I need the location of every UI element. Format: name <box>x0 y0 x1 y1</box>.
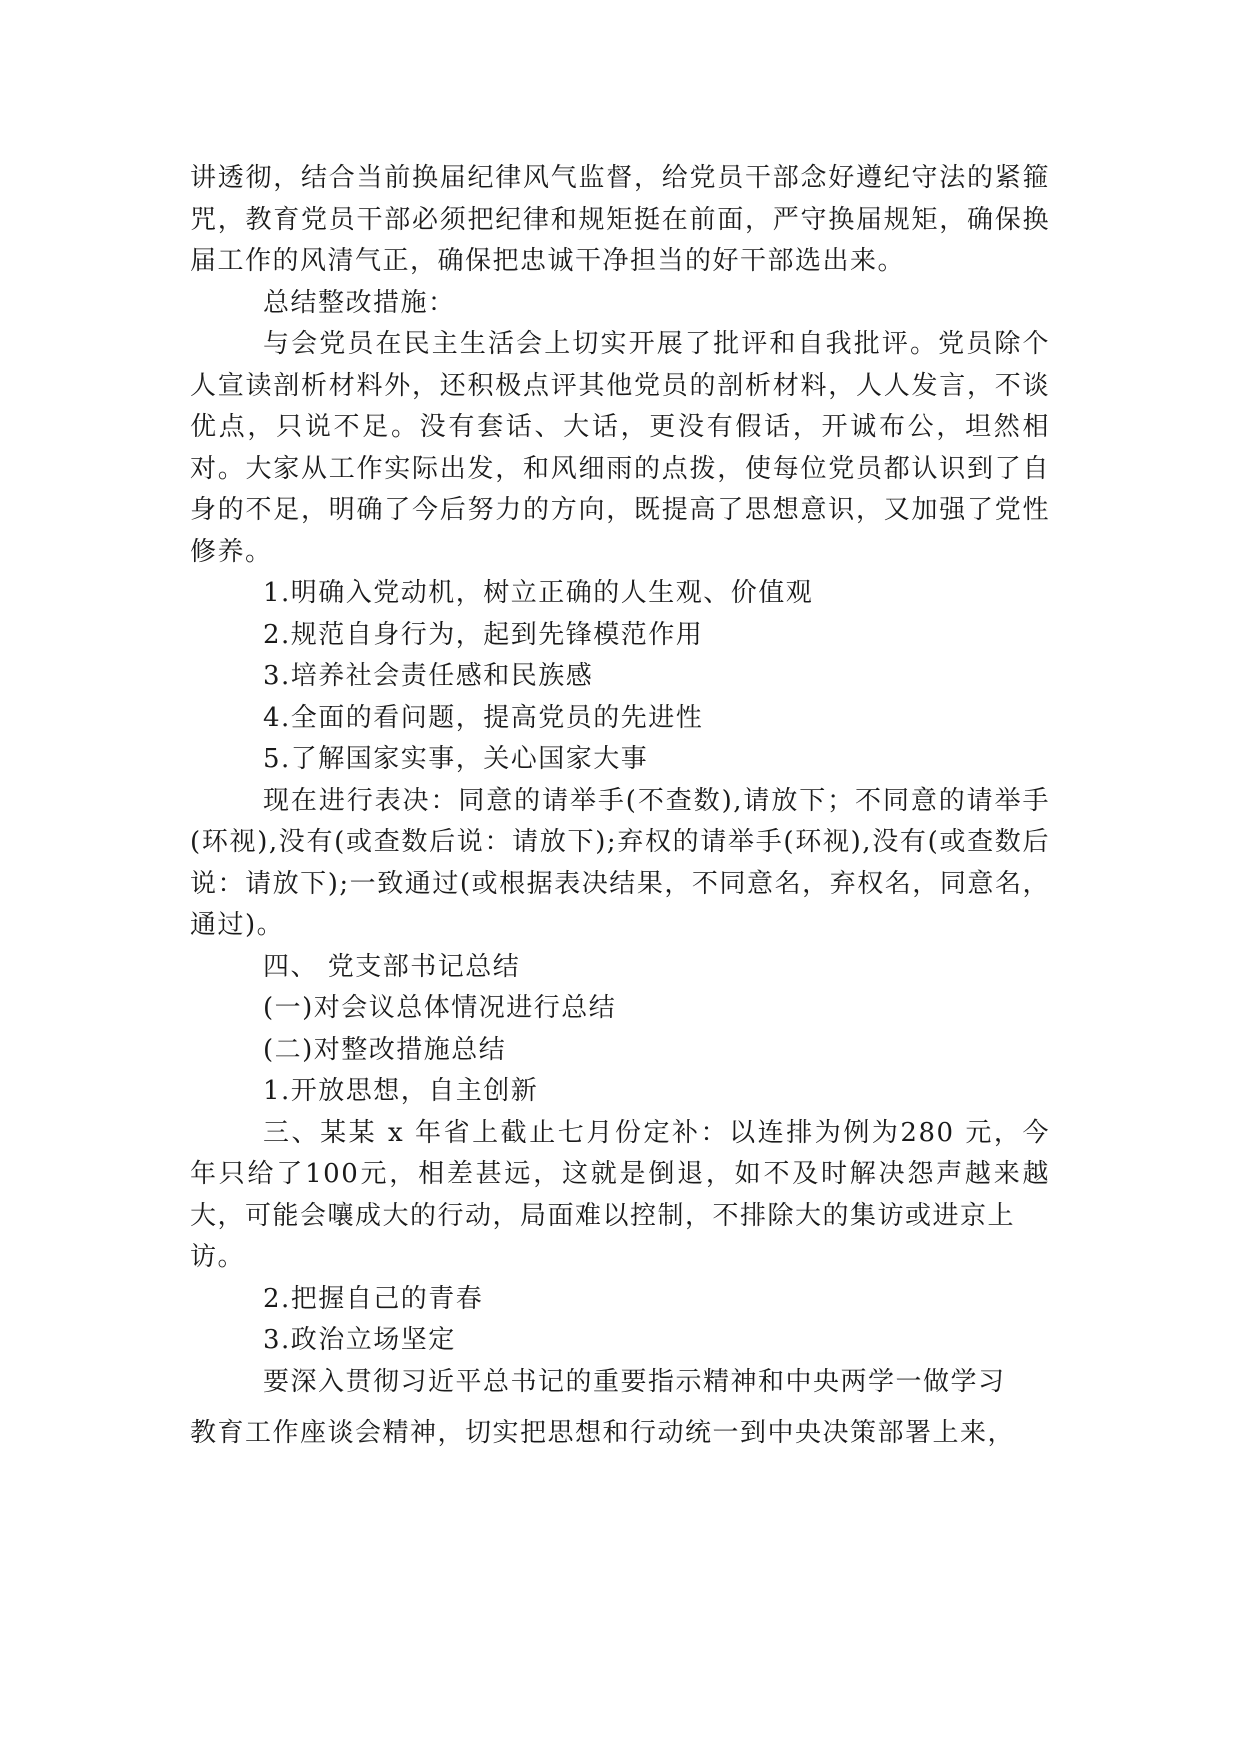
paragraph-study-line-2: 教育工作座谈会精神，切实把思想和行动统一到中央决策部署上来， <box>190 1418 1016 1448</box>
paragraph-subsidy: 三、某某 x 年省上截止七月份定补：以连排为例为280 元，今 年只给了100元，相差甚远，这就是倒退，如不及时解决怨声越来越 大，可能会嚷成大的行动，局面难以控制，不排除大的集访或进京上 <box>190 1117 1050 1231</box>
list-item-2: 2.规范自身行为，起到先锋模范作用 <box>263 619 704 650</box>
paragraph-voting: 现在进行表决：同意的请举手(不查数),请放下；不同意的请举手(环视),没有(或查数后说：请放下);弃权的请举手(环视),没有(或查数后说：请放下);一致通过(或根据表决结果，不同意名，弃权名，同意名，通过)。 <box>190 785 1050 940</box>
list-item-4: 4.全面的看问题，提高党员的先进性 <box>263 702 704 733</box>
list-item-youth: 2.把握自己的青春 <box>263 1283 484 1314</box>
paragraph-discipline: 讲透彻，结合当前换届纪律风气监督，给党员干部念好遵纪守法的紧箍咒，教育党员干部必须把纪律和规矩挺在前面，严守换届规矩，确保换届工作的风清气正，确保把忠诚干净担当的好干部选出来。 <box>190 163 1050 276</box>
section-heading-4: 四、 党支部书记总结 <box>263 951 521 982</box>
list-item-3: 3.培养社会责任感和民族感 <box>263 661 594 691</box>
subsection-1: (一)对会议总体情况进行总结 <box>263 993 617 1023</box>
paragraph-criticism: 与会党员在民主生活会上切实开展了批评和自我批评。党员除个人宣读剖析材料外，还积极点评其他党员的剖析材料，人人发言，不谈优点，只说不足。没有套话、大话，更没有假话，开诚布公，坦然相对。大家从工作实际出发，和风细雨的点拨，使每位党员都认识到了自身的不足，明确了今后努力的方向，既提高了思想意识，又加强了党性修养。 <box>190 329 1050 567</box>
document-body <box>190 158 1050 1455</box>
list-item-5: 5.了解国家实事，关心国家大事 <box>263 744 649 774</box>
paragraph-study-line-1: 要深入贯彻习近平总书记的重要指示精神和中央两学一做学习 <box>263 1366 1006 1397</box>
list-item-1: 1.明确入党动机，树立正确的人生观、价值观 <box>263 578 814 608</box>
heading-rectification-summary: 总结整改措施： <box>263 287 456 318</box>
list-item-open-mind: 1.开放思想，自主创新 <box>263 1076 539 1106</box>
paragraph-subsidy-end: 访。 <box>190 1242 246 1272</box>
subsection-2: (二)对整改措施总结 <box>263 1034 507 1065</box>
list-item-political-stance: 3.政治立场坚定 <box>263 1325 456 1355</box>
